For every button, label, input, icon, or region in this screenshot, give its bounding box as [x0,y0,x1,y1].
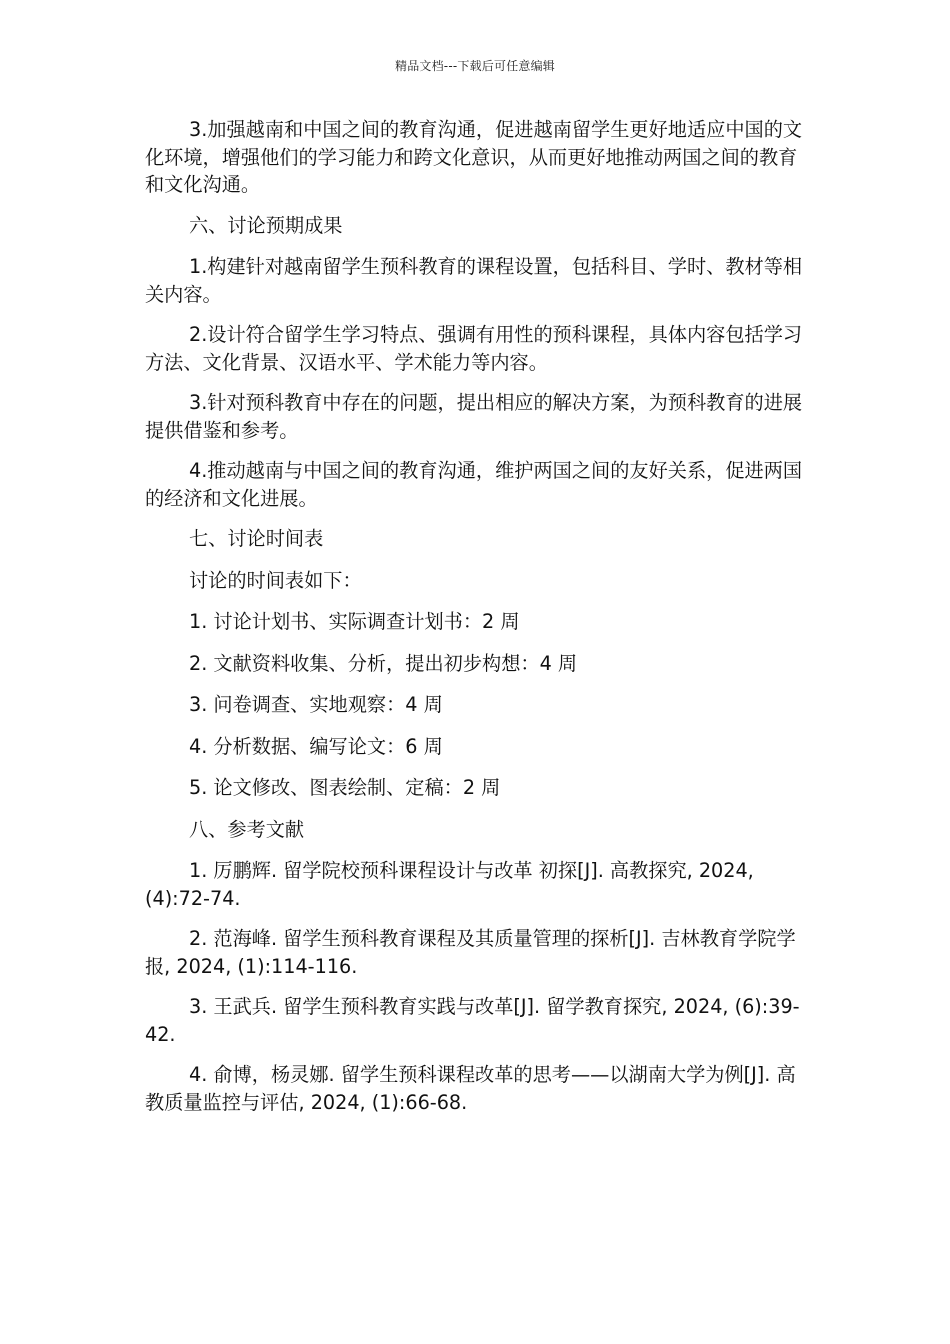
timeline-item-5: 5. 论文修改、图表绘制、定稿：2 周 [189,776,501,799]
reference-item-2: 2. 范海峰. 留学生预科教育课程及其质量管理的探析[J]. 吉林教育学院学报, 2024, (1):114-116. [145,927,796,978]
section-heading-expected-results: 六、讨论预期成果 [189,213,343,237]
timeline-item-2: 2. 文献资料收集、分析，提出初步构想：4 周 [189,651,578,675]
timeline-item-4: 4. 分析数据、编写论文：6 周 [189,734,443,758]
paragraph-result-3: 3.针对预科教育中存在的问题，提出相应的解决方案，为预科教育的进展提供借鉴和参考。 [145,391,803,442]
timeline-intro: 讨论的时间表如下： [189,568,362,592]
paragraph-result-2: 2.设计符合留学生学习特点、强调有用性的预科课程，具体内容包括学习方法、文化背景、汉语水平、学术能力等内容。 [145,323,803,374]
paragraph-result-1: 1.构建针对越南留学生预科教育的课程设置，包括科目、学时、教材等相关内容。 [145,255,803,306]
paragraph-goal-3: 3.加强越南和中国之间的教育沟通，促进越南留学生更好地适应中国的文化环境，增强他们的学习能力和跨文化意识，从而更好地推动两国之间的教育和文化沟通。 [145,118,803,196]
reference-item-4: 4. 俞博，杨灵娜. 留学生预科课程改革的思考——以湖南大学为例[J]. 高教质量监控与评估, 2024, (1):66-68. [145,1063,796,1114]
paragraph-result-4: 4.推动越南与中国之间的教育沟通，维护两国之间的友好关系，促进两国的经济和文化进展。 [145,459,803,510]
document-body [145,116,807,1129]
reference-item-3: 3. 王武兵. 留学生预科教育实践与改革[J]. 留学教育探究, 2024, (6):39-42. [145,995,800,1046]
reference-item-1: 1. 厉鹏辉. 留学院校预科课程设计与改革 初探[J]. 高教探究, 2024, (4):72-74. [145,859,754,910]
timeline-item-1: 1. 讨论计划书、实际调查计划书：2 周 [189,610,520,633]
page-header: 精品文档---下载后可任意编辑 [395,59,555,73]
section-heading-timeline: 七、讨论时间表 [189,527,324,550]
timeline-item-3: 3. 问卷调查、实地观察：4 周 [189,693,443,716]
section-heading-references: 八、参考文献 [189,817,305,841]
